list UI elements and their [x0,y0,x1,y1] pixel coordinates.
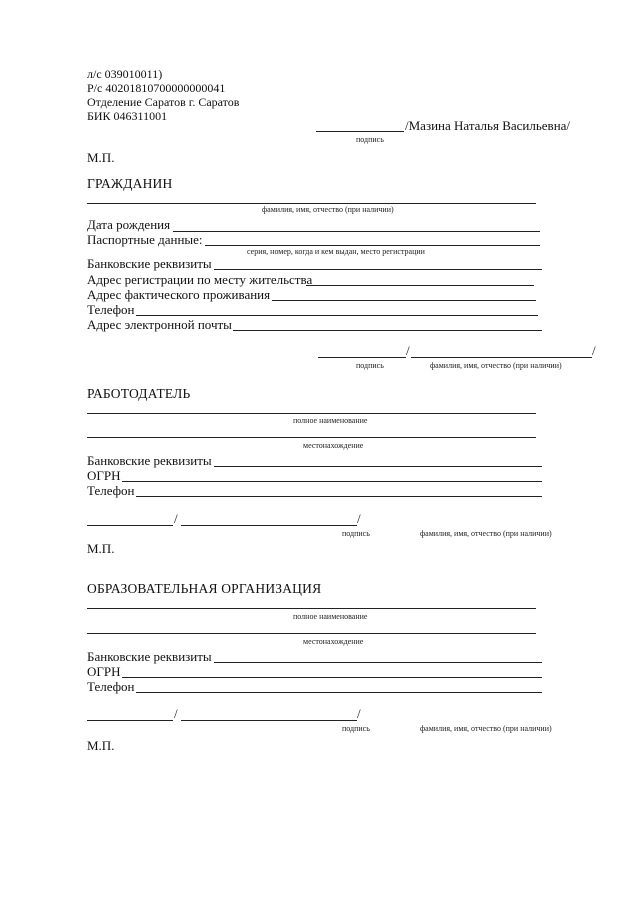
employer-sign-line[interactable] [87,525,173,526]
citizen-fio-line [87,203,536,204]
citizen-passport-line[interactable] [205,245,540,246]
citizen-sign-slash-2: / [592,343,596,358]
citizen-bank-label: Банковские реквизиты [87,256,212,271]
citizen-sign-fio-caption: фамилия, имя, отчество (при наличии) [430,361,562,370]
employer-location-caption: местонахождение [303,441,364,450]
employer-ogrn-line[interactable] [122,481,542,482]
employer-sign-caption: подпись [342,529,370,538]
citizen-sign-line[interactable] [318,357,406,358]
employer-full-name-line[interactable] [87,413,536,414]
citizen-fio-caption: фамилия, имя, отчество (при наличии) [262,205,394,214]
employer-full-name-caption: полное наименование [293,416,368,425]
edu-ogrn-label: ОГРН [87,664,121,679]
edu-heading: ОБРАЗОВАТЕЛЬНАЯ ОРГАНИЗАЦИЯ [87,581,322,596]
employer-phone-label: Телефон [87,483,135,498]
citizen-birth-date-label: Дата рождения [87,217,171,232]
edu-sign-slash-1: / [174,706,178,721]
employer-mp-label: М.П. [87,541,115,556]
citizen-phone-label: Телефон [87,302,135,317]
edu-sign-fio-caption: фамилия, имя, отчество (при наличии) [420,724,552,733]
edu-location-line[interactable] [87,633,536,634]
edu-mp-label: М.П. [87,738,115,753]
employer-ogrn-label: ОГРН [87,468,121,483]
citizen-reg-address-label: Адрес регистрации по месту жительства [87,272,313,287]
edu-sign-line[interactable] [87,720,173,721]
citizen-actual-address-line[interactable] [272,300,536,301]
citizen-passport-label: Паспортные данные: [87,232,203,247]
edu-bank-line[interactable] [214,662,542,663]
citizen-sign-caption: подпись [356,361,384,370]
edu-bank-label: Банковские реквизиты [87,649,212,664]
edu-full-name-caption: полное наименование [293,612,368,621]
edu-sign-caption: подпись [342,724,370,733]
citizen-sign-slash-1: / [406,343,410,358]
edu-phone-line[interactable] [136,692,542,693]
employer-phone-line[interactable] [136,496,542,497]
employer-sign-fio-line[interactable] [181,525,357,526]
citizen-passport-caption: серия, номер, когда и кем выдан, место регистрации [247,247,425,256]
mp-stamp-label: М.П. [87,150,115,165]
citizen-heading: ГРАЖДАНИН [87,176,173,191]
citizen-email-line[interactable] [233,330,542,331]
bank-account-rs: Р/с 40201810700000000041 [87,81,226,95]
employer-sign-slash-2: / [357,511,361,526]
employer-bank-line[interactable] [214,466,542,467]
bank-bik: БИК 046311001 [87,109,168,123]
employer-bank-label: Банковские реквизиты [87,453,212,468]
bank-account-ls: л/с 039010011) [87,67,163,81]
citizen-bank-line[interactable] [214,269,542,270]
edu-ogrn-line[interactable] [122,677,542,678]
citizen-birth-date-line[interactable] [173,231,540,232]
edu-sign-slash-2: / [357,706,361,721]
employer-sign-fio-caption: фамилия, имя, отчество (при наличии) [420,529,552,538]
employer-sign-slash-1: / [174,511,178,526]
signer-signature-line [316,131,404,132]
edu-phone-label: Телефон [87,679,135,694]
signer-name: /Мазина Наталья Васильевна/ [405,118,571,133]
citizen-sign-fio-line[interactable] [411,357,592,358]
citizen-phone-line[interactable] [136,315,538,316]
citizen-reg-address-line[interactable] [306,285,534,286]
signer-signature-caption: подпись [356,135,384,144]
edu-sign-fio-line[interactable] [181,720,357,721]
employer-location-line[interactable] [87,437,536,438]
employer-heading: РАБОТОДАТЕЛЬ [87,386,191,401]
bank-branch: Отделение Саратов г. Саратов [87,95,240,109]
edu-full-name-line[interactable] [87,608,536,609]
citizen-email-label: Адрес электронной почты [87,317,232,332]
citizen-actual-address-label: Адрес фактического проживания [87,287,271,302]
edu-location-caption: местонахождение [303,637,364,646]
